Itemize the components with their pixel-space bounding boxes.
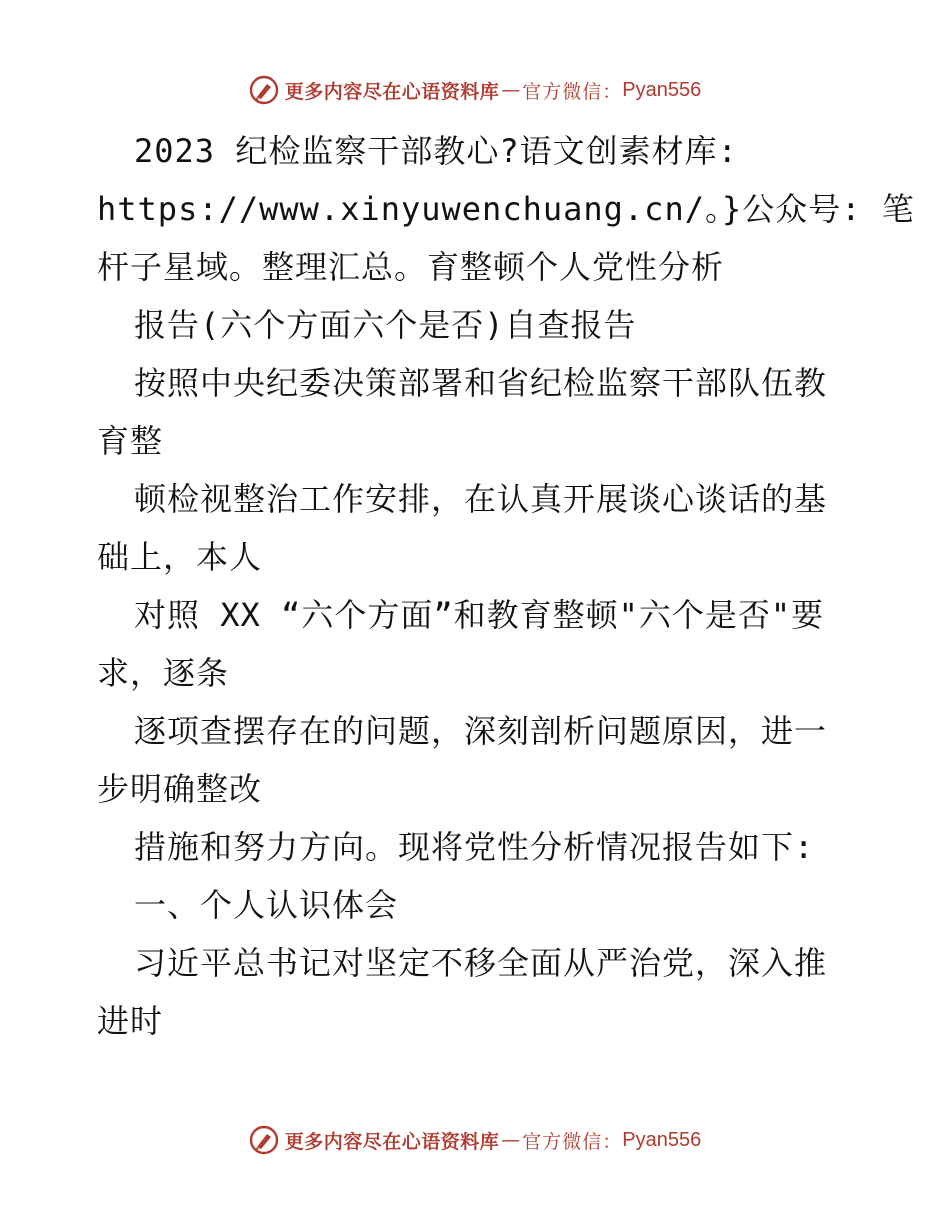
banner-wechat-id: Pyan556 <box>622 1128 702 1151</box>
document-line: 础上，本人 <box>97 538 263 576</box>
document-body <box>97 122 915 1050</box>
banner-text <box>285 1127 702 1154</box>
document-line: 育整 <box>97 422 164 460</box>
document-line: 2023 纪检监察干部教心?语文创素材库: <box>134 132 738 170</box>
document-line: 逐项查摆存在的问题，深刻剖析问题原因，进一 <box>134 712 828 750</box>
document-line: 杆子星域。整理汇总。育整顿个人党性分析 <box>97 248 725 286</box>
document-line: 对照 XX “六个方面”和教育整顿"六个是否"要 <box>134 596 825 634</box>
document-line: 顿检视整治工作安排，在认真开展谈心谈话的基 <box>134 480 828 518</box>
banner-text <box>285 77 702 104</box>
document-line: 报告(六个方面六个是否)自查报告 <box>134 306 637 344</box>
pen-logo-icon <box>249 75 279 105</box>
banner-dash: — <box>501 1129 521 1151</box>
document-line: 按照中央纪委决策部署和省纪检监察干部队伍教 <box>134 364 828 402</box>
document-line: 进时 <box>97 1002 164 1040</box>
document-line: 求，逐条 <box>97 654 230 692</box>
banner-main-text: 更多内容尽在心语资料库 <box>284 1130 500 1153</box>
document-line: 措施和努力方向。现将党性分析情况报告如下: <box>134 828 815 866</box>
footer-banner <box>0 1120 950 1160</box>
document-line: https://www.xinyuwenchuang.cn/。}公众号: 笔 <box>97 190 915 228</box>
document-line: 步明确整改 <box>97 770 263 808</box>
document-line: 习近平总书记对坚定不移全面从严治党，深入推 <box>134 944 828 982</box>
banner-wechat-label: 官方微信： <box>522 80 623 103</box>
pen-logo-icon <box>249 1125 279 1155</box>
banner-wechat-id: Pyan556 <box>622 78 702 101</box>
banner-wechat-label: 官方微信： <box>522 1130 623 1153</box>
document-line: 一、个人认识体会 <box>134 886 399 924</box>
header-banner <box>0 70 950 110</box>
banner-dash: — <box>501 79 521 101</box>
banner-main-text: 更多内容尽在心语资料库 <box>284 80 500 103</box>
